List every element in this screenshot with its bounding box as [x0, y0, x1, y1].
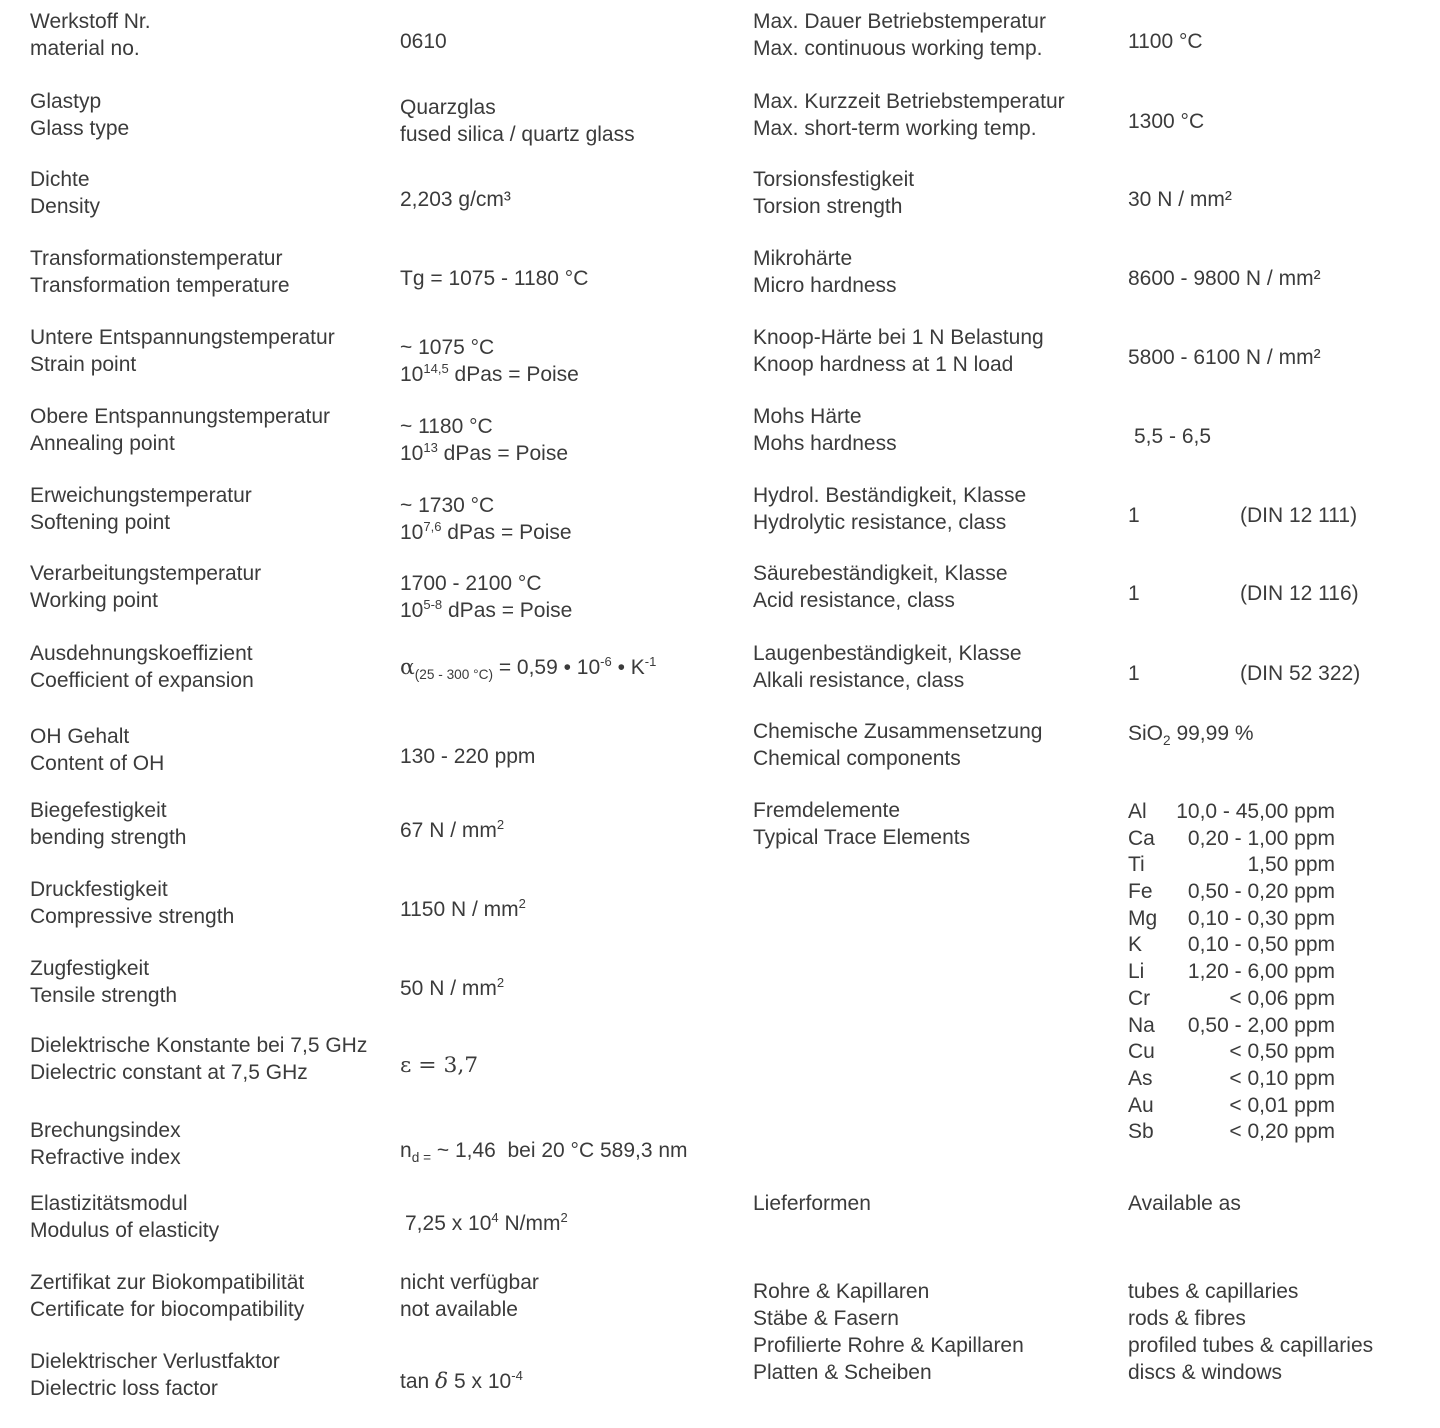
row-annealing-point	[30, 403, 730, 465]
element-symbol: Mg	[1128, 906, 1158, 930]
label-en: Micro hardness	[753, 274, 897, 297]
value-line-2: 10$^{7,6}$ dPas = Poise	[400, 519, 572, 544]
row-refractive-index	[30, 1117, 730, 1171]
property-value: 5,5 - 6,5	[1134, 425, 1212, 448]
trace-row	[1128, 852, 1335, 879]
label-en: Hydrolytic resistance, class	[753, 511, 1007, 534]
row-knoop-hardness	[753, 324, 1440, 378]
row-transformation-temperature	[30, 245, 730, 299]
label-de: Verarbeitungstemperatur	[30, 562, 262, 585]
trace-row	[1128, 826, 1335, 853]
property-value	[400, 413, 568, 467]
property-value	[400, 1269, 539, 1323]
property-label	[30, 1190, 730, 1244]
label-de: OH Gehalt	[30, 725, 130, 748]
trace-row	[1128, 799, 1335, 826]
element-symbol: Ti	[1128, 853, 1145, 877]
value-line-2: not available	[400, 1298, 518, 1321]
property-label	[30, 797, 730, 851]
row-bending-strength	[30, 797, 730, 851]
label-en: Dielectric loss factor	[30, 1377, 218, 1400]
trace-row	[1128, 879, 1335, 906]
property-value: 7,25 x $10^4$ $N/mm^2$	[405, 1210, 568, 1235]
property-label	[753, 8, 1440, 62]
property-value	[400, 570, 572, 624]
left-column	[30, 0, 730, 1428]
row-max-continuous-temp	[753, 8, 1440, 62]
row-strain-point	[30, 324, 730, 386]
property-value: 8600 - 9800 N / mm²	[1128, 267, 1321, 290]
property-value: 1300 °C	[1128, 110, 1205, 133]
property-value: $\alpha_{(25 - 300 ^\circ C)} = 0,59$ • $10^{-6}$ • $K^{-1}$	[400, 654, 657, 683]
label-de: Zertifikat zur Biokompatibilität	[30, 1271, 305, 1294]
label-en: Working point	[30, 589, 159, 612]
trace-row	[1128, 932, 1335, 959]
delivery-form-de: Profilierte Rohre & Kapillaren	[753, 1334, 1024, 1357]
trace-row	[1128, 1093, 1335, 1120]
property-label	[30, 245, 730, 299]
label-en: Mohs hardness	[753, 432, 897, 455]
property-value: 130 - 220 ppm	[400, 745, 536, 768]
row-available-as	[753, 1190, 1440, 1217]
delivery-form-en: rods & fibres	[1128, 1307, 1246, 1330]
row-softening-point	[30, 482, 730, 544]
row-dielectric-constant	[30, 1032, 730, 1086]
right-column	[753, 0, 1440, 1428]
property-label	[753, 797, 1440, 851]
property-value: 2,203 g/cm³	[400, 188, 511, 211]
label-en: bending strength	[30, 826, 187, 849]
din-standard: (DIN 12 111)	[1240, 504, 1358, 527]
label-de: Brechungsindex	[30, 1119, 181, 1142]
element-range: 1,50 ppm	[1247, 853, 1335, 877]
property-label	[30, 8, 730, 62]
property-value: 1	[1128, 504, 1140, 527]
property-value: Tg = 1075 - 1180 °C	[400, 267, 589, 290]
label-en: Certificate for biocompatibility	[30, 1298, 305, 1321]
delivery-form-en: discs & windows	[1128, 1361, 1283, 1384]
value-line-2: 10$^{5-8}$ dPas = Poise	[400, 597, 573, 622]
label-de: Chemische Zusammensetzung	[753, 720, 1043, 743]
label-en: Chemical components	[753, 747, 961, 770]
property-label	[30, 560, 730, 614]
label-en: Glass type	[30, 117, 130, 140]
value-line-1: 1700 - 2100 °C	[400, 572, 542, 595]
row-glass-type	[30, 88, 730, 146]
label-de: Ausdehnungskoeffizient	[30, 642, 253, 665]
property-label	[30, 1032, 730, 1086]
row-acid-resistance	[753, 560, 1440, 614]
row-torsion-strength	[753, 166, 1440, 220]
property-label	[30, 955, 730, 1009]
element-range: 0,10 - 0,50 ppm	[1187, 933, 1335, 957]
property-value: 0610	[400, 30, 447, 53]
delivery-form-de: Stäbe & Fasern	[753, 1307, 899, 1330]
row-hydrolytic-resistance	[753, 482, 1440, 536]
property-label	[30, 403, 730, 457]
label-de: Knoop-Härte bei 1 N Belastung	[753, 326, 1044, 349]
label-de: Druckfestigkeit	[30, 878, 168, 901]
row-chemical-components	[753, 718, 1440, 772]
element-range: < 0,10 ppm	[1229, 1066, 1335, 1090]
row-biocompatibility-certificate	[30, 1269, 730, 1323]
label-en: Modulus of elasticity	[30, 1219, 220, 1242]
label-en: Knoop hardness at 1 N load	[753, 353, 1014, 376]
row-mohs-hardness	[753, 403, 1440, 457]
property-label	[30, 166, 730, 220]
row-expansion-coefficient	[30, 640, 730, 694]
element-range: 10,0 - 45,00 ppm	[1176, 800, 1335, 823]
property-label	[753, 403, 1440, 457]
property-value: 1150 N / $mm^2$	[400, 896, 526, 921]
label-de: Dielektrischer Verlustfaktor	[30, 1350, 280, 1373]
property-label	[753, 166, 1440, 220]
label-de: Glastyp	[30, 90, 102, 113]
label-de: Untere Entspannungstemperatur	[30, 326, 335, 349]
property-value: $n_{d =}$ ~ 1,46 bei 20 °C 589,3 nm	[400, 1139, 688, 1166]
property-label	[30, 1348, 730, 1402]
element-symbol: Cr	[1128, 986, 1151, 1010]
property-label	[753, 245, 1440, 299]
label-en: Softening point	[30, 511, 171, 534]
value-line-1: Quarzglas	[400, 96, 496, 119]
row-material-no	[30, 8, 730, 62]
trace-row	[1128, 1066, 1335, 1093]
property-label	[30, 1269, 730, 1323]
label-en: Refractive index	[30, 1146, 181, 1169]
din-standard: (DIN 52 322)	[1240, 662, 1361, 685]
delivery-form-en: profiled tubes & capillaries	[1128, 1334, 1374, 1357]
row-oh-content	[30, 723, 730, 777]
element-symbol: Cu	[1128, 1040, 1155, 1064]
value-line-2: fused silica / quartz glass	[400, 123, 635, 146]
value-line-1: nicht verfügbar	[400, 1271, 539, 1294]
label-en: Strain point	[30, 353, 137, 376]
label-de: Säurebeständigkeit, Klasse	[753, 562, 1008, 585]
label-de: Lieferformen	[753, 1192, 871, 1215]
value-line-1: ~ 1075 °C	[400, 336, 495, 359]
label-en: Coefficient of expansion	[30, 669, 254, 692]
value-line-2: $10^{13}$ dPas = Poise	[400, 440, 569, 465]
label-en: Max. short-term working temp.	[753, 117, 1037, 140]
label-de: Erweichungstemperatur	[30, 484, 252, 507]
label-de: Mohs Härte	[753, 405, 862, 428]
label-de: Obere Entspannungstemperatur	[30, 405, 331, 428]
row-working-point	[30, 560, 730, 622]
property-value: tan δ 5 x $10^{-4}$	[400, 1368, 523, 1394]
element-symbol: Ca	[1128, 826, 1155, 850]
element-symbol: Sb	[1128, 1120, 1154, 1144]
trace-row	[1128, 986, 1335, 1013]
trace-row	[1128, 1039, 1335, 1066]
label-de: Max. Dauer Betriebstemperatur	[753, 10, 1046, 33]
label-de: Dielektrische Konstante bei 7,5 GHz	[30, 1034, 368, 1057]
property-label	[30, 324, 730, 378]
label-de: Mikrohärte	[753, 247, 853, 270]
label-en: Transformation temperature	[30, 274, 290, 297]
value-line-1: ~ 1180 °C	[400, 415, 493, 438]
label-en: Tensile strength	[30, 984, 178, 1007]
property-value	[400, 94, 635, 148]
trace-row	[1128, 959, 1335, 986]
element-range: 0,20 - 1,00 ppm	[1187, 826, 1335, 850]
label-de: Max. Kurzzeit Betriebstemperatur	[753, 90, 1065, 113]
property-value: 67 N / $mm^2$	[400, 817, 505, 842]
label-de: Transformationstemperatur	[30, 247, 283, 270]
label-en: material no.	[30, 37, 140, 60]
property-value: 1	[1128, 662, 1140, 685]
label-en: Compressive strength	[30, 905, 235, 928]
element-range: < 0,06 ppm	[1229, 986, 1335, 1010]
label-de: Laugenbeständigkeit, Klasse	[753, 642, 1022, 665]
din-standard: (DIN 12 116)	[1240, 582, 1359, 605]
element-range: 0,50 - 0,20 ppm	[1187, 880, 1335, 904]
label-en: Max. continuous working temp.	[753, 37, 1043, 60]
element-range: < 0,50 ppm	[1229, 1040, 1335, 1064]
element-range: < 0,01 ppm	[1229, 1093, 1335, 1117]
trace-row	[1128, 906, 1335, 933]
row-max-short-term-temp	[753, 88, 1440, 142]
trace-row	[1128, 1119, 1335, 1146]
value-line-2: 10$^{14,5}$ dPas = Poise	[400, 361, 579, 386]
label-de: Biegefestigkeit	[30, 799, 167, 822]
element-range: 0,10 - 0,30 ppm	[1187, 906, 1335, 930]
element-symbol: Na	[1128, 1013, 1155, 1037]
label-en: Alkali resistance, class	[753, 669, 965, 692]
label-en: Density	[30, 195, 101, 218]
element-symbol: As	[1128, 1066, 1153, 1090]
delivery-form-en: tubes & capillaries	[1128, 1280, 1299, 1303]
row-compressive-strength	[30, 876, 730, 930]
row-modulus-of-elasticity	[30, 1190, 730, 1244]
label-de: Elastizitätsmodul	[30, 1192, 188, 1215]
value-line-1: ~ 1730 °C	[400, 494, 495, 517]
property-label	[753, 324, 1440, 378]
label-de: Torsionsfestigkeit	[753, 168, 915, 191]
row-alkali-resistance	[753, 640, 1440, 694]
element-range: 0,50 - 2,00 ppm	[1187, 1013, 1335, 1037]
property-label	[753, 88, 1440, 142]
delivery-form-de: Rohre & Kapillaren	[753, 1280, 930, 1303]
property-label	[30, 876, 730, 930]
label-de: Dichte	[30, 168, 90, 191]
property-label	[753, 718, 1440, 772]
label-de: Hydrol. Beständigkeit, Klasse	[753, 484, 1027, 507]
property-value: 30 N / mm²	[1128, 188, 1232, 211]
property-label	[30, 723, 730, 777]
element-symbol: Au	[1128, 1093, 1154, 1117]
label-en: Acid resistance, class	[753, 589, 955, 612]
element-range: 1,20 - 6,00 ppm	[1187, 960, 1335, 984]
row-micro-hardness	[753, 245, 1440, 299]
element-symbol: Li	[1128, 960, 1145, 984]
label-en: Torsion strength	[753, 195, 903, 218]
property-label	[753, 1190, 1440, 1217]
label-en: Typical Trace Elements	[753, 826, 971, 849]
row-density	[30, 166, 730, 220]
delivery-form-de: Platten & Scheiben	[753, 1361, 932, 1384]
property-value	[400, 492, 572, 546]
row-dielectric-loss-factor	[30, 1348, 730, 1402]
property-value: 5800 - 6100 N / mm²	[1128, 346, 1321, 369]
property-value: Available as	[1128, 1192, 1241, 1215]
label-de: Werkstoff Nr.	[30, 10, 151, 33]
element-symbol: K	[1128, 933, 1143, 957]
element-range: < 0,20 ppm	[1229, 1120, 1335, 1144]
row-trace-elements	[753, 797, 1440, 1144]
property-value: ε = 3,7	[400, 1053, 479, 1078]
trace-row	[1128, 1013, 1335, 1040]
label-en: Content of OH	[30, 752, 165, 775]
label-en: Dielectric constant at 7,5 GHz	[30, 1061, 308, 1084]
label-en: Annealing point	[30, 432, 175, 455]
row-tensile-strength	[30, 955, 730, 1009]
property-value: 1100 °C	[1128, 30, 1203, 53]
trace-elements-table	[1128, 799, 1335, 1146]
property-value: 1	[1128, 582, 1140, 605]
label-de: Zugfestigkeit	[30, 957, 150, 980]
element-symbol: Al	[1128, 800, 1147, 823]
property-value: 50 N / $mm^2$	[400, 975, 505, 1000]
label-de: Fremdelemente	[753, 799, 901, 822]
delivery-forms-en	[1128, 1278, 1373, 1386]
property-value	[400, 334, 579, 388]
property-label	[30, 482, 730, 536]
property-value: SiO$_2$ 99,99 %	[1128, 722, 1254, 749]
row-delivery-forms	[753, 1278, 1440, 1386]
element-symbol: Fe	[1128, 880, 1153, 904]
